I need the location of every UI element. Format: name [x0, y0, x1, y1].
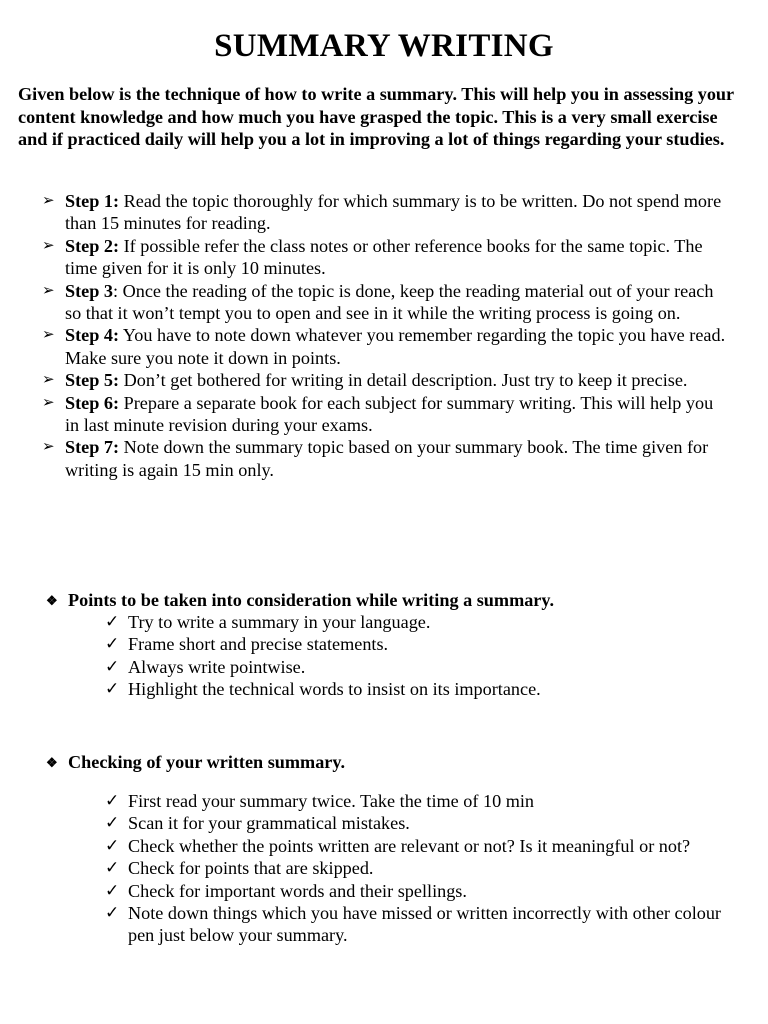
point-text: Highlight the technical words to insist on its importance. — [128, 679, 541, 700]
diamond-bullet-icon: ❖ — [46, 593, 58, 608]
checkmark-icon: ✓ — [105, 656, 120, 676]
list-item — [0, 857, 768, 879]
step-label: Step 3 — [65, 280, 113, 301]
checking-heading-text: Checking of your written summary. — [68, 752, 346, 772]
step-label: Step 5: — [65, 370, 120, 391]
list-item — [0, 324, 768, 369]
points-list — [0, 611, 768, 701]
list-item — [0, 436, 768, 481]
point-text: Frame short and precise statements. — [128, 634, 389, 655]
checkmark-icon: ✓ — [105, 880, 120, 900]
checkmark-icon: ✓ — [105, 813, 120, 833]
step-text: Read the topic thoroughly for which summary is to be written. Do not spend more than 15 minutes for reading. — [65, 191, 722, 234]
steps-list — [0, 190, 768, 481]
list-item — [0, 235, 768, 280]
arrowhead-bullet-icon: ➢ — [42, 237, 55, 254]
list-item — [0, 190, 768, 235]
arrowhead-bullet-icon: ➢ — [42, 439, 55, 456]
step-label: Step 4: — [65, 325, 120, 346]
checkmark-icon: ✓ — [105, 634, 120, 654]
checkmark-icon: ✓ — [105, 612, 120, 631]
checkmark-icon: ✓ — [105, 791, 120, 810]
step-text: Note down the summary topic based on your summary book. The time given for writing is again 15 min only. — [65, 437, 709, 480]
step-text: Prepare a separate book for each subject for summary writing. This will help you in last minute revision during your exams. — [65, 392, 714, 436]
checkmark-icon: ✓ — [105, 858, 120, 878]
checking-text: Note down things which you have missed or written incorrectly with other colour pen just below your summary. — [128, 903, 721, 946]
points-heading-text: Points to be taken into consideration while writing a summary. — [68, 590, 555, 610]
checkmark-icon: ✓ — [105, 679, 120, 699]
step-label: Step 6: — [65, 392, 120, 413]
point-text: Try to write a summary in your language. — [128, 612, 431, 632]
checking-list — [0, 790, 768, 947]
point-text: Always write pointwise. — [128, 656, 306, 677]
checking-text: First read your summary twice. Take the time of 10 min — [128, 791, 535, 811]
list-item — [0, 656, 768, 678]
checking-text: Scan it for your grammatical mistakes. — [128, 813, 410, 834]
step-text: If possible refer the class notes or other reference books for the same topic. The time given for it is only 10 minutes. — [65, 235, 703, 279]
step-text: : Once the reading of the topic is done, keep the reading material out of your reach so that it won’t tempt you to open and see in it while the writing process is going on. — [65, 280, 714, 324]
step-label: Step 1: — [65, 191, 120, 211]
arrowhead-bullet-icon: ➢ — [42, 327, 55, 344]
page-title: SUMMARY WRITING — [214, 28, 554, 64]
intro-paragraph: Given below is the technique of how to write a summary. This will help you in assessing your content knowledge and how much you have grasped the topic. This is a very small exercise and if practiced daily will help you a lot in improving a lot of things regarding your studies. — [18, 84, 734, 149]
arrowhead-bullet-icon: ➢ — [42, 372, 55, 389]
list-item — [0, 812, 768, 834]
list-item — [0, 611, 768, 633]
list-item — [0, 280, 768, 325]
arrowhead-bullet-icon: ➢ — [42, 394, 55, 411]
checking-heading — [46, 751, 746, 774]
arrowhead-bullet-icon: ➢ — [42, 193, 55, 209]
list-item — [0, 369, 768, 391]
arrowhead-bullet-icon: ➢ — [42, 282, 55, 299]
list-item — [0, 790, 768, 812]
checking-text: Check whether the points written are relevant or not? Is it meaningful or not? — [128, 835, 691, 856]
checkmark-icon: ✓ — [105, 835, 120, 855]
step-label: Step 2: — [65, 235, 120, 256]
list-item — [0, 392, 768, 437]
points-heading — [46, 589, 746, 612]
diamond-bullet-icon: ❖ — [46, 755, 58, 770]
checking-text: Check for points that are skipped. — [128, 858, 374, 879]
step-text: Don’t get bothered for writing in detail description. Just try to keep it precise. — [119, 370, 688, 391]
list-item — [0, 902, 768, 947]
step-text: You have to note down whatever you remember regarding the topic you have read. Make sure you note it down in points. — [65, 325, 726, 368]
checking-text: Check for important words and their spellings. — [128, 880, 467, 901]
checkmark-icon: ✓ — [105, 903, 120, 923]
step-label: Step 7: — [65, 437, 120, 458]
list-item — [0, 880, 768, 902]
list-item — [0, 633, 768, 655]
list-item — [0, 678, 768, 700]
list-item — [0, 835, 768, 857]
